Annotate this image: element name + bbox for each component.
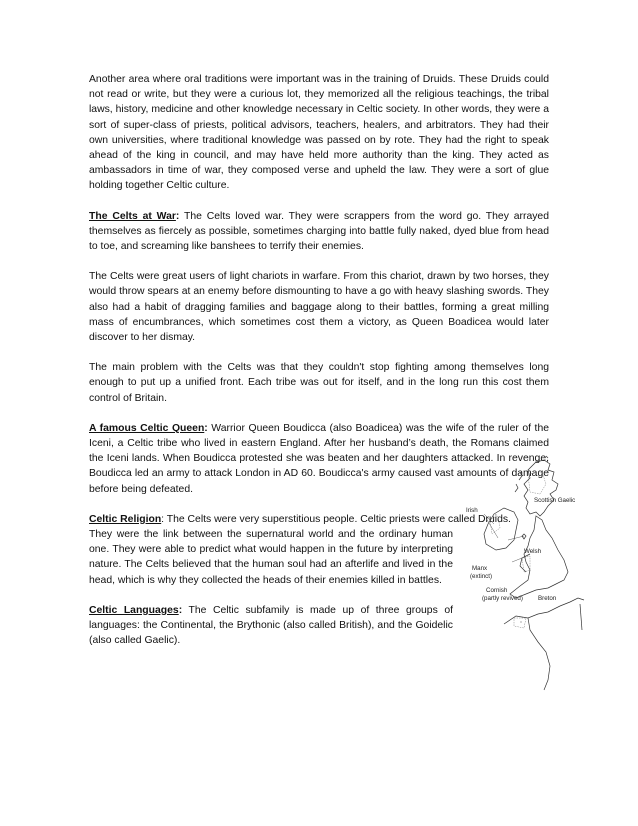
island-outline — [546, 456, 548, 458]
scotland-outline — [524, 460, 558, 516]
war-text: The Celts loved war. They were scrappers from the word go. They arrayed themselves as fiercely as possible, sometimes charging into battle fully naked, dyed blue from head to toe, and screaming like banshees to terrify their enemies. — [89, 210, 549, 253]
map-label-cornish: Cornish — [486, 587, 508, 594]
leader-line — [508, 536, 524, 540]
paragraph-celts-at-war — [89, 209, 549, 255]
paragraph-druids: Another area where oral traditions were important was in the training of Druids. These Druids could not read or write, but they were a curious lot, they memorized all the religious teachings, the tribal laws, history, medicine and other knowledge necessary in Celtic society. In other words, they were a sort of super-class of priests, political advisors, teachers, healers, and arbitrators. They had their own universities, where traditional knowledge was passed on by rote. They had the right to speak ahead of the king in council, and may have held more authority than the king. They acted as ambassadors in time of war, they composed verse and upheld the law. They were a sort of glue holding together Celtic culture. — [89, 74, 549, 192]
map-label-manx: Manx — [472, 565, 488, 572]
map-label-scottish-gaelic: Scottish Gaelic — [534, 497, 576, 504]
heading-colon: : — [204, 422, 208, 434]
paragraph-chariots: The Celts were great users of light chariots in warfare. From this chariot, drawn by two horses, they would throw spears at an enemy before dismounting to have a go with heavy slashing swords. They also had a habit of dragging families and baggage along to their battles, forming a great milling mass of encumbrances, which sometimes cost them a victory, as Queen Boadicea would later discover to her dismay. — [89, 271, 549, 344]
heading-celtic-religion: Celtic Religion — [89, 513, 162, 525]
religion-first-line: : The Celts were very superstitious people. Celtic priests were called Druids. — [161, 513, 511, 525]
continent-edge-outline — [580, 604, 582, 630]
britain-outline — [510, 516, 568, 598]
map-label-irish: Irish — [466, 507, 478, 514]
leader-line — [512, 558, 522, 562]
queen-text: Warrior Queen Boudicca (also Boadicea) was the wife of the ruler of the Iceni, a Celtic tribe who lived in eastern England. After her husband’s death, the Romans claimed the Iceni lands. When Boudicca protested she was beaten and her daughters attacked. In revenge, Boudicca led an army to attack London in AD 60. Boudicca's army caused vast amounts of damage before being defeated. — [89, 422, 549, 495]
languages-text: The Celtic subfamily is made up of three groups of languages: the Continental, the Brythonic (also called British), and the Goidelic (also called Gaelic). — [89, 604, 453, 647]
map-label-cornish-note: (partly revived) — [482, 595, 523, 602]
island-outline — [519, 472, 522, 480]
heading-colon: : — [178, 604, 183, 616]
map-label-welsh: Welsh — [524, 548, 542, 555]
paragraph-religion-rest: They were the link between the supernatural world and the ordinary human one. They were able to predict what would happen in the future by interpreting nature. The Celts believed that the human soul had an afterlife and lived in the head, which is why they collected the heads of their enemies killed in battles. — [89, 529, 453, 586]
heading-celtic-queen: A famous Celtic Queen — [89, 422, 205, 434]
paragraph-problem: The main problem with the Celts was that they couldn't stop fighting among themselves long enough to put up a unified front. Each tribe was out for itself, and in the long run this cost them control of Britain. — [89, 362, 549, 404]
island-outline — [515, 484, 518, 492]
heading-colon: : — [175, 210, 180, 222]
leader-line — [486, 518, 498, 538]
france-coast-outline — [528, 618, 550, 690]
breton-area — [514, 618, 526, 628]
celtic-languages-map — [464, 454, 589, 694]
map-label-manx-note: (extinct) — [470, 573, 493, 580]
document-body — [89, 72, 576, 664]
scottish-gaelic-area — [528, 472, 546, 494]
wales-outline — [520, 554, 530, 572]
paragraph-languages — [89, 603, 453, 649]
ireland-outline — [484, 508, 518, 550]
heading-celtic-languages: Celtic Languages — [89, 604, 179, 616]
map-label-breton: Breton — [538, 595, 557, 602]
map-graphic — [464, 454, 589, 694]
heading-celts-at-war: The Celts at War — [89, 210, 176, 222]
